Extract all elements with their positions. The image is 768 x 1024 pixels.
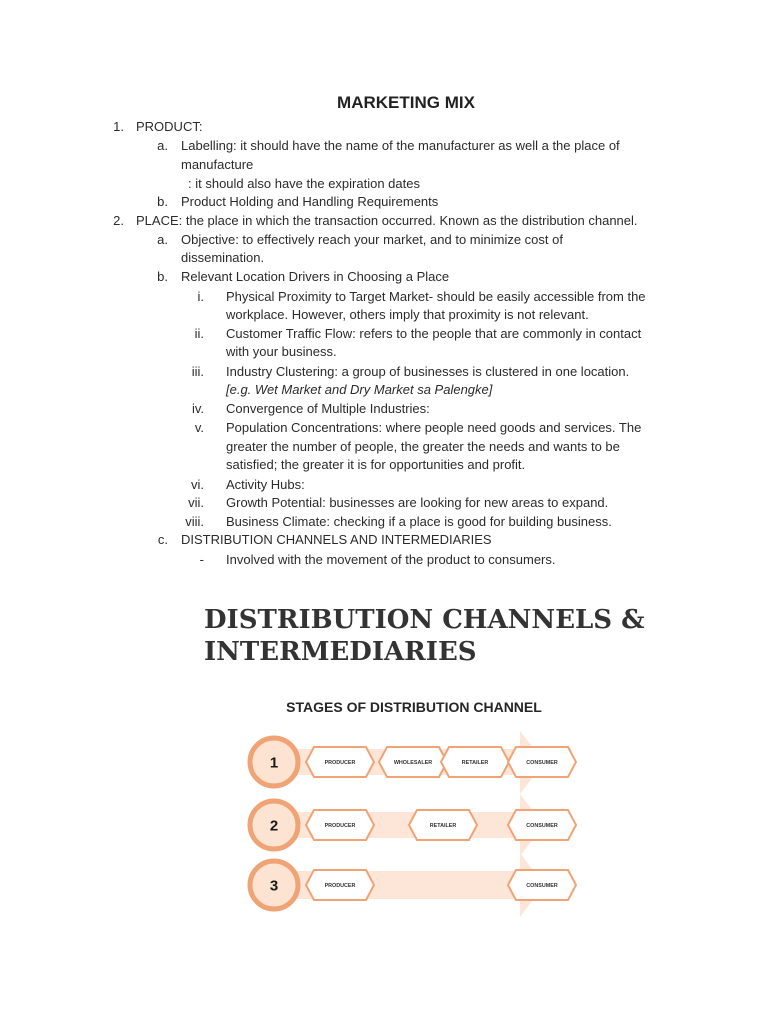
list-item: Relevant Location Drivers in Choosing a Place — [181, 269, 450, 284]
node-label: CONSUMER — [526, 823, 558, 829]
list-marker: 2. — [113, 213, 124, 228]
page-title: MARKETING MIX — [337, 93, 475, 112]
list-marker: v. — [194, 420, 204, 435]
channel-row-1 — [250, 731, 576, 794]
node-label: RETAILER — [429, 823, 457, 829]
producer-node — [306, 870, 374, 900]
list-marker: viii. — [185, 514, 204, 529]
list-marker: - — [199, 552, 204, 567]
list-item-continuation: with your business. — [226, 344, 337, 359]
figure-heading-line-1: DISTRIBUTION CHANNELS & — [204, 605, 645, 635]
list-item: Labelling: it should have the name of the manufacturer as well a the place of — [181, 138, 620, 153]
list-item-continuation: satisfied; the greater it is for opportunities and profit. — [226, 457, 526, 472]
node-label: RETAILER — [461, 760, 489, 766]
channel-row-3 — [250, 853, 576, 917]
producer-node — [306, 810, 374, 840]
list-marker: c. — [157, 532, 168, 547]
list-marker: vi. — [191, 477, 204, 492]
list-marker: iii. — [191, 364, 204, 379]
list-item: PLACE: the place in which the transaction occurred. Known as the distribution channel. — [136, 213, 638, 228]
list-item: Activity Hubs: — [226, 477, 305, 492]
stages-title: STAGES OF DISTRIBUTION CHANNEL — [286, 699, 542, 715]
list-marker: ii. — [194, 326, 204, 341]
list-marker: i. — [197, 289, 204, 304]
stage-number: 1 — [269, 754, 279, 772]
stage-number: 2 — [269, 817, 279, 835]
list-item-continuation: workplace. However, others imply that proximity is not relevant. — [226, 307, 589, 322]
consumer-node — [508, 747, 576, 777]
node-label: PRODUCER — [324, 883, 356, 889]
figure-heading-line-2: INTERMEDIARIES — [204, 637, 477, 667]
list-item: Convergence of Multiple Industries: — [226, 401, 430, 416]
consumer-node — [508, 870, 576, 900]
channel-row-2 — [250, 794, 576, 856]
list-marker: vii. — [188, 495, 204, 510]
list-item: Customer Traffic Flow: refers to the people that are commonly in contact — [226, 326, 642, 341]
node-label: PRODUCER — [324, 823, 356, 829]
node-label: WHOLESALER — [393, 760, 433, 766]
node-label: CONSUMER — [526, 760, 558, 766]
retailer-node — [441, 747, 509, 777]
list-item: DISTRIBUTION CHANNELS AND INTERMEDIARIES — [181, 532, 492, 547]
list-marker: iv. — [191, 401, 204, 416]
list-marker: a. — [157, 232, 168, 247]
retailer-node — [409, 810, 477, 840]
list-item: Growth Potential: businesses are looking for new areas to expand. — [226, 495, 609, 510]
node-label: PRODUCER — [324, 760, 356, 766]
list-item-continuation: greater the number of people, the greater the needs and wants to be — [226, 439, 620, 454]
list-marker: b. — [157, 194, 168, 209]
list-item: Industry Clustering: a group of businesses is clustered in one location. — [226, 364, 630, 379]
list-item-continuation: : it should also have the expiration dates — [188, 176, 420, 191]
producer-node — [306, 747, 374, 777]
stage-number: 3 — [269, 877, 279, 895]
figure-heading — [204, 604, 645, 668]
list-item-continuation: dissemination. — [181, 250, 265, 265]
wholesaler-node — [379, 747, 447, 777]
list-item: Involved with the movement of the product to consumers. — [226, 552, 556, 567]
list-item-continuation: manufacture — [181, 157, 254, 172]
distribution-channel-diagram — [242, 728, 582, 924]
list-item: PRODUCT: — [136, 119, 203, 134]
list-item: Business Climate: checking if a place is good for building business. — [226, 514, 612, 529]
list-marker: a. — [157, 138, 168, 153]
node-label: CONSUMER — [526, 883, 558, 889]
consumer-node — [508, 810, 576, 840]
list-marker: b. — [157, 269, 168, 284]
list-item: Population Concentrations: where people need goods and services. The — [226, 420, 642, 435]
list-item: Objective: to effectively reach your market, and to minimize cost of — [181, 232, 563, 247]
example-note: [e.g. Wet Market and Dry Market sa Palengke] — [226, 382, 493, 397]
list-item: Product Holding and Handling Requirements — [181, 194, 439, 209]
list-marker: 1. — [113, 119, 124, 134]
list-item: Physical Proximity to Target Market- should be easily accessible from the — [226, 289, 646, 304]
